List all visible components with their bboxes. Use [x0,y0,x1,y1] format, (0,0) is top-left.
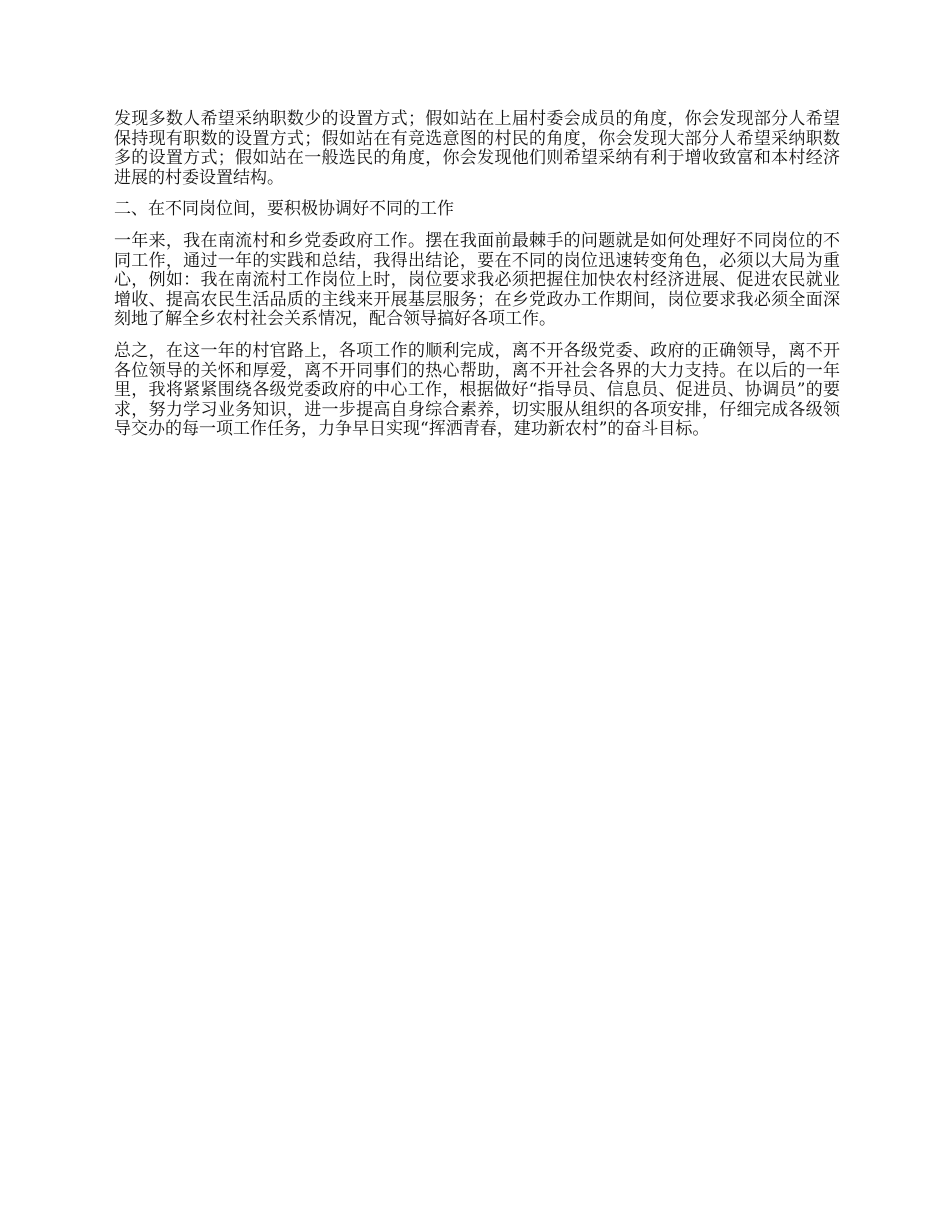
document-page [114,110,840,452]
paragraph-work-experience: 一年来，我在南流村和乡党委政府工作。摆在我面前最棘手的问题就是如何处理好不同岗位的不同工作，通过一年的实践和总结，我得出结论，要在不同的岗位迅速转变角色，必须以大局为重心，例如：我在南流村工作岗位上时，岗位要求我必须把握住加快农村经济进展、促进农民就业增收、提高农民生活品质的主线来开展基层服务；在乡党政办工作期间，岗位要求我必须全面深刻地了解全乡农村社会关系情况，配合领导搞好各项工作。 [114,230,840,330]
section-heading: 二、在不同岗位间，要积极协调好不同的工作 [114,199,454,220]
paragraph-continuation: 发现多数人希望采纳职数少的设置方式；假如站在上届村委会成员的角度，你会发现部分人希望保持现有职数的设置方式；假如站在有竞选意图的村民的角度，你会发现大部分人希望采纳职数多的设置方式；假如站在一般选民的角度，你会发现他们则希望采纳有利于增收致富和本村经济进展的村委设置结构。 [114,109,840,188]
paragraph-conclusion: 总之，在这一年的村官路上，各项工作的顺利完成，离不开各级党委、政府的正确领导，离不开各位领导的关怀和厚爱，离不开同事们的热心帮助，离不开社会各界的大力支持。在以后的一年里，我将紧紧围绕各级党委政府的中心工作，根据做好“指导员、信息员、促进员、协调员”的要求，努力学习业务知识，进一步提高自身综合素养，切实服从组织的各项安排，仔细完成各级领导交办的每一项工作任务，力争早日实现“挥洒青春，建功新农村”的奋斗目标。 [114,340,840,440]
